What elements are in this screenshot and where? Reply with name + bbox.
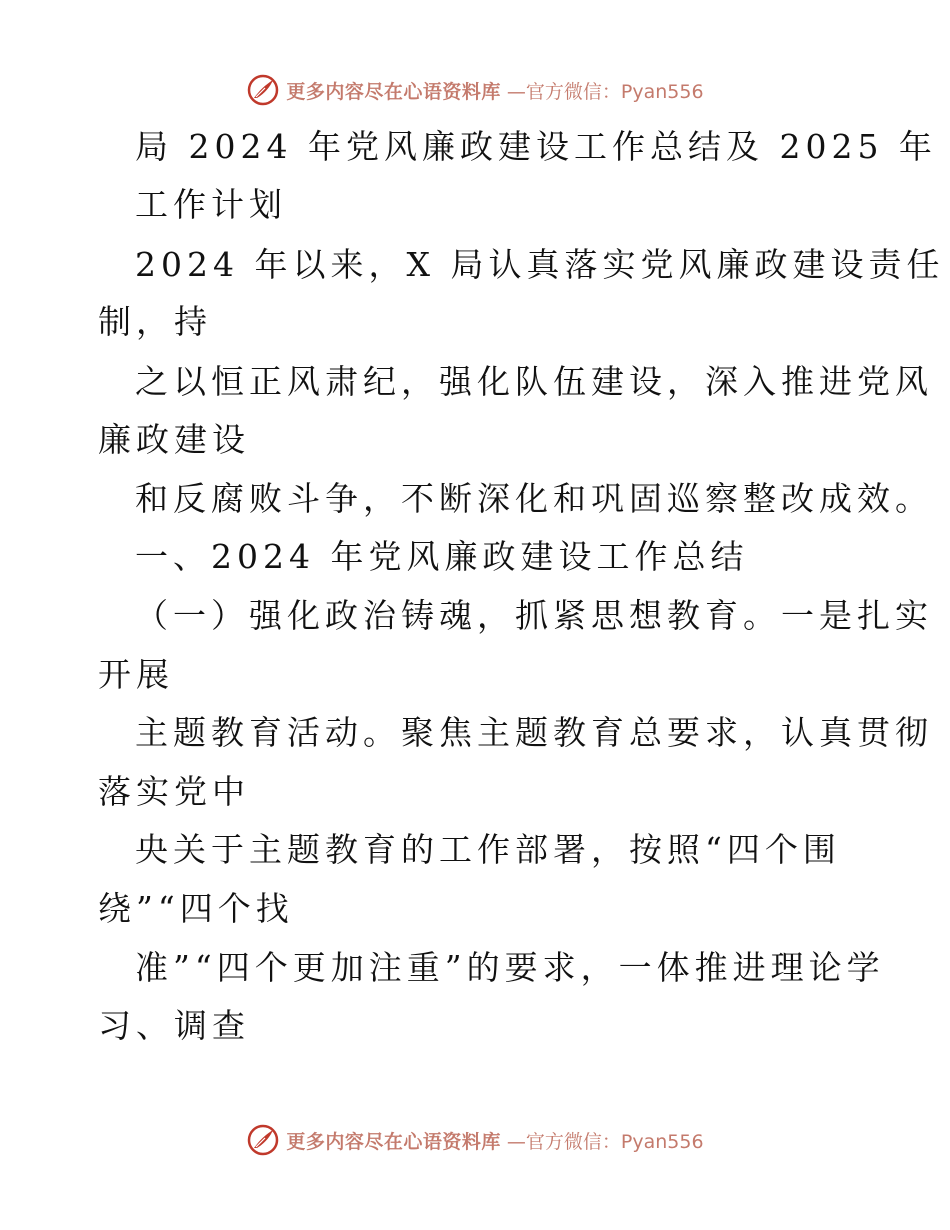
doc-title-line-2: 工作计划 [135, 185, 287, 224]
quill-logo-icon [246, 73, 280, 107]
doc-line: （一）强化政治铸魂，抓紧思想教育。一是扎实 [135, 596, 933, 635]
footer-contact-text: —官方微信：Pyan556 [506, 1130, 704, 1153]
doc-title-line-1: 局 2024 年党风廉政建设工作总结及 2025 年 [135, 127, 937, 166]
doc-line: 绕”“四个找 [98, 889, 294, 928]
doc-line: 2024 年以来，X 局认真落实党风廉政建设责任 [135, 245, 945, 284]
doc-line: 主题教育活动。聚焦主题教育总要求，认真贯彻 [135, 713, 933, 752]
doc-line: 央关于主题教育的工作部署，按照“四个围 [135, 830, 841, 869]
footer-brand-text: 更多内容尽在心语资料库 [286, 1130, 501, 1153]
footer-banner [0, 1120, 950, 1160]
doc-line: 廉政建设 [98, 420, 250, 459]
doc-line: 制，持 [98, 302, 212, 341]
header-brand-text: 更多内容尽在心语资料库 [286, 80, 501, 103]
doc-line: 落实党中 [98, 772, 250, 811]
doc-line: 之以恒正风肃纪，强化队伍建设，深入推进党风 [135, 362, 933, 401]
doc-line: 准”“四个更加注重”的要求，一体推进理论学 [135, 948, 885, 987]
doc-line: 和反腐败斗争，不断深化和巩固巡察整改成效。 [135, 479, 933, 518]
header-contact-text: —官方微信：Pyan556 [506, 80, 704, 103]
section-heading: 一、2024 年党风廉政建设工作总结 [135, 537, 749, 576]
header-banner [0, 70, 950, 110]
doc-line: 开展 [98, 655, 174, 694]
doc-line: 习、调查 [98, 1006, 250, 1045]
quill-logo-icon [246, 1123, 280, 1157]
